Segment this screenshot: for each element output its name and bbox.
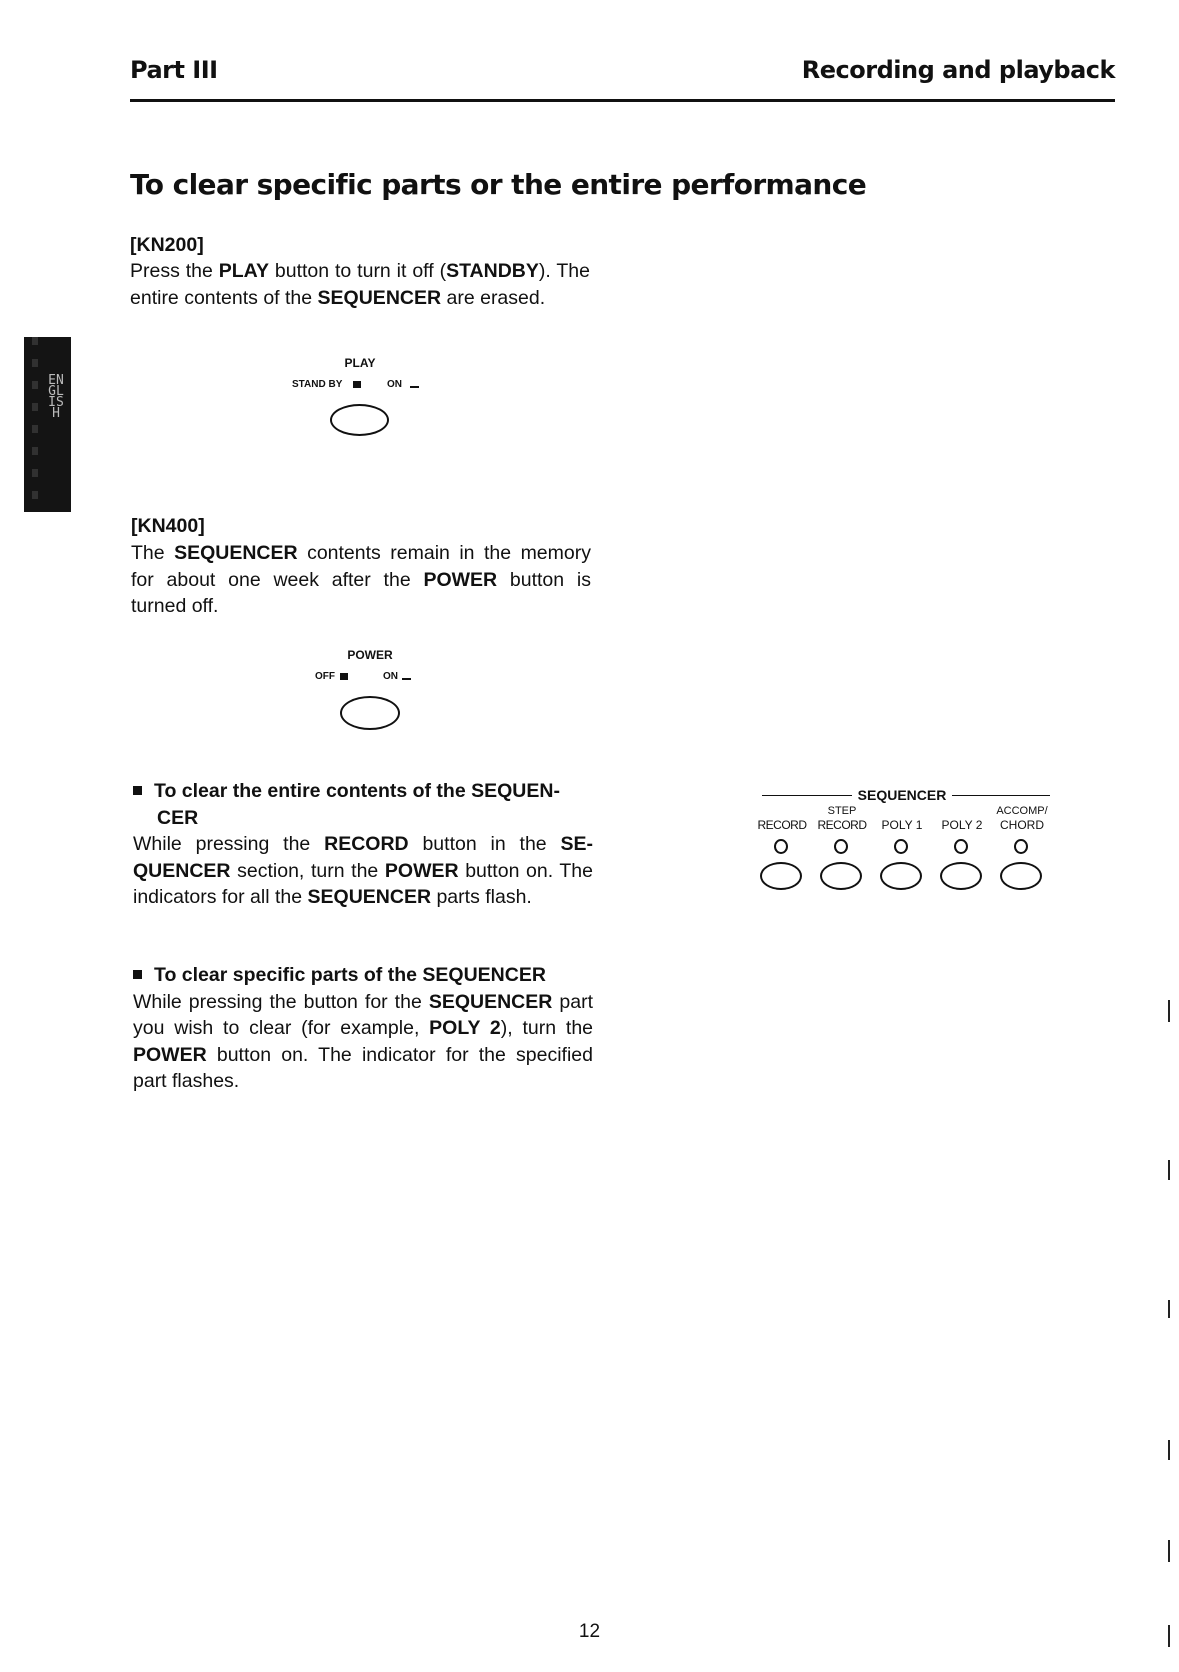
accomp-chord-button-icon xyxy=(1000,862,1042,890)
on-label: ON xyxy=(387,379,402,390)
bullet-square-icon xyxy=(133,970,142,979)
poly2-button-icon xyxy=(940,862,982,890)
play-button-diagram xyxy=(280,352,440,442)
tab-decoration xyxy=(32,337,38,512)
seq-button-step-record: STEP RECORD xyxy=(812,805,872,895)
off-indicator-icon xyxy=(340,673,348,680)
record-indicator-icon xyxy=(774,839,788,854)
panel-rule-right xyxy=(952,795,1050,796)
clear-specific-section xyxy=(133,962,593,1095)
page-number: 12 xyxy=(578,1621,601,1642)
poly2-indicator-icon xyxy=(954,839,968,854)
clear-entire-body: While pressing the RECORD button in the SE-QUENCER section, turn the POWER button on. The indicators for all the SEQUENCER parts flash. xyxy=(133,833,594,908)
sequencer-panel-diagram xyxy=(752,785,1052,895)
kn400-paragraph: The SEQUENCER contents remain in the memory for about one week after the POWER button is turned off. xyxy=(131,542,591,617)
clear-specific-heading: To clear specific parts of the SEQUENCER xyxy=(133,962,593,989)
power-button-diagram xyxy=(300,644,440,734)
kn200-tag: [KN200] xyxy=(130,234,204,256)
poly1-indicator-icon xyxy=(894,839,908,854)
play-diagram-label: PLAY xyxy=(344,356,376,370)
seq-button-record: RECORD xyxy=(752,805,812,895)
poly1-button-icon xyxy=(880,862,922,890)
step-record-button-icon xyxy=(820,862,862,890)
power-button-icon xyxy=(340,696,400,730)
section-title: Recording and playback xyxy=(801,56,1115,84)
seq-button-poly2: POLY 2 xyxy=(932,805,992,895)
play-button-icon xyxy=(330,404,389,436)
off-label: OFF xyxy=(315,671,335,682)
power-diagram-label: POWER xyxy=(347,648,393,662)
standby-indicator-icon xyxy=(353,381,361,388)
on-indicator-icon xyxy=(410,386,419,388)
clear-specific-body: While pressing the button for the SEQUENCER part you wish to clear (for example, POLY 2), turn the POWER button on. The indicator for the specified part flashes. xyxy=(133,990,594,1092)
record-button-icon xyxy=(760,862,802,890)
language-tab-label: ENGLISH xyxy=(48,373,64,421)
page-title: To clear specific parts or the entire performance xyxy=(130,168,867,201)
seq-button-accomp-chord: ACCOMP/ CHORD xyxy=(992,805,1052,895)
accomp-chord-indicator-icon xyxy=(1014,839,1028,854)
bullet-square-icon xyxy=(133,786,142,795)
kn200-paragraph: Press the PLAY button to turn it off (STANDBY). The entire contents of the SEQUENCER are erased. xyxy=(130,260,590,309)
power-on-indicator-icon xyxy=(402,678,411,680)
clear-entire-section xyxy=(133,778,593,911)
power-on-label: ON xyxy=(383,671,398,682)
step-record-indicator-icon xyxy=(834,839,848,854)
panel-rule-left xyxy=(762,795,852,796)
part-label: Part III xyxy=(130,56,218,84)
header-rule xyxy=(130,99,1115,102)
sequencer-panel-title: SEQUENCER xyxy=(857,787,947,803)
language-tab xyxy=(24,337,71,512)
seq-button-poly1: POLY 1 xyxy=(872,805,932,895)
standby-label: STAND BY xyxy=(292,379,343,390)
clear-entire-heading: To clear the entire contents of the SEQUEN-CER xyxy=(133,778,593,831)
kn400-tag: [KN400] xyxy=(131,515,205,537)
